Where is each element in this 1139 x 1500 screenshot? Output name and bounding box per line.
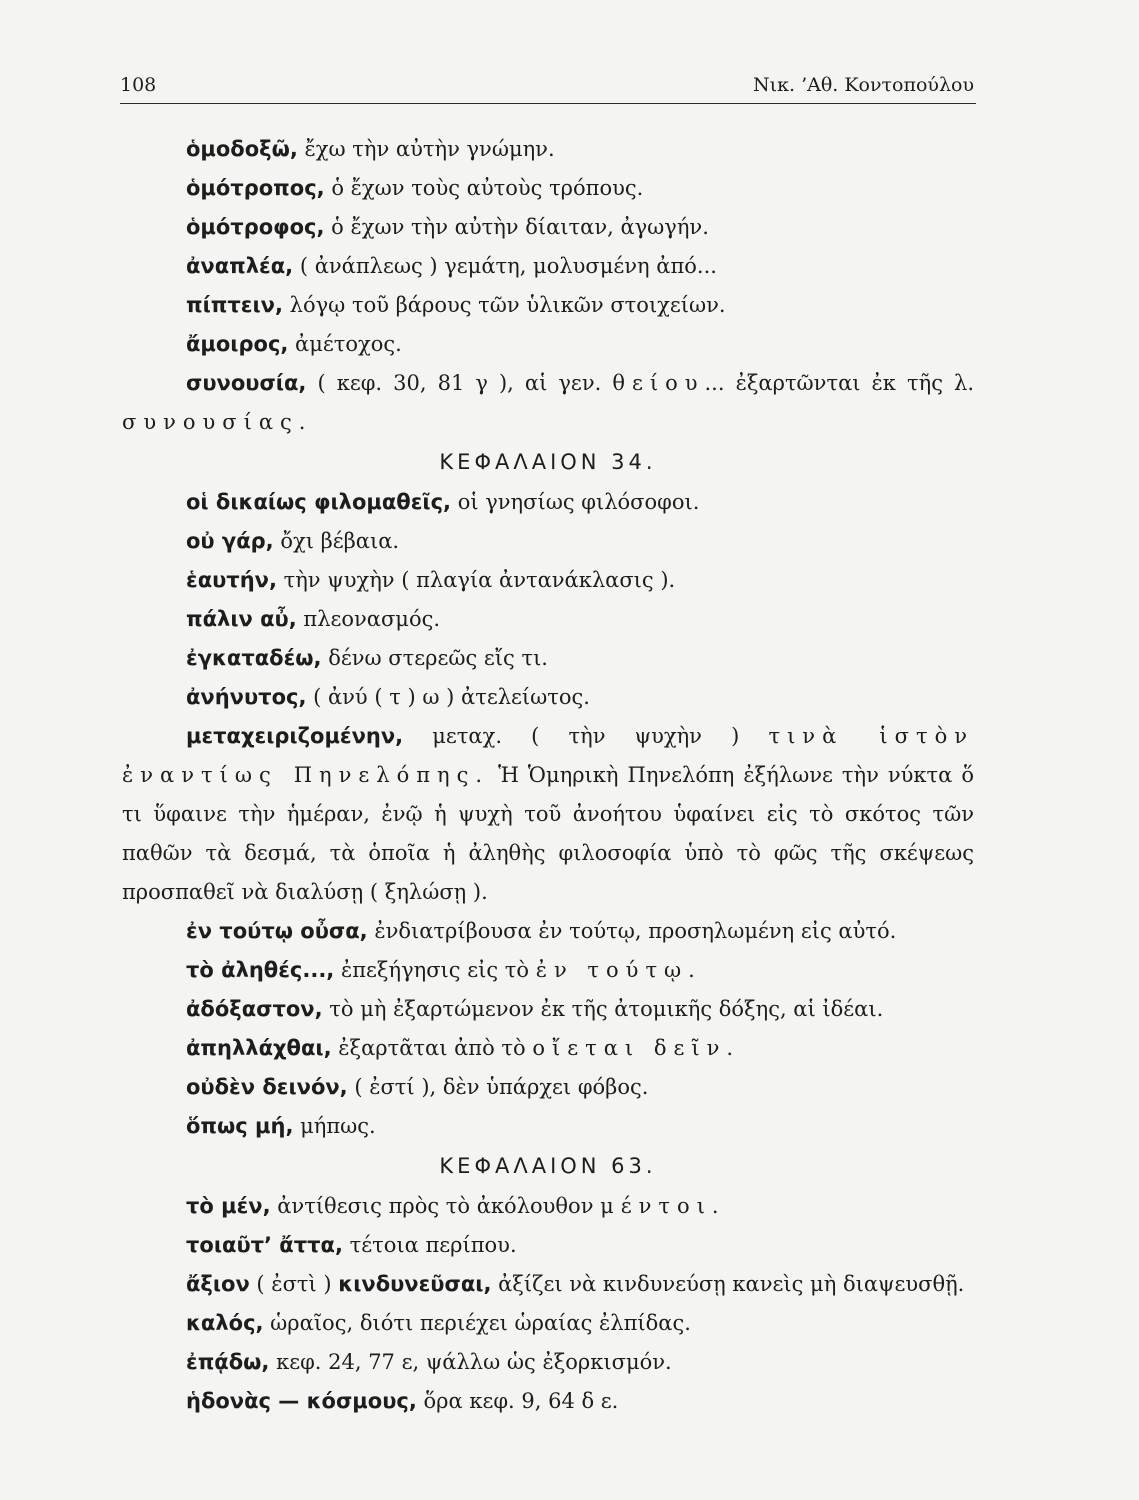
glossary-section-1 [122, 130, 974, 442]
glossary-entry [122, 1265, 974, 1304]
glossary-entry [122, 1068, 974, 1107]
page-number: 108 [120, 74, 157, 96]
glossary-entry [122, 600, 974, 639]
glossary-entry-metax [122, 717, 974, 912]
glossary-entry [122, 130, 974, 169]
entry-term: ἄμοιρος, [186, 332, 289, 356]
glossary-entry [122, 990, 974, 1029]
entry-gloss: οἱ γνησίως φιλόσοφοι. [451, 490, 700, 514]
spaced-word: θείου [612, 371, 705, 395]
entry-gloss: ὄχι βέβαια. [273, 529, 400, 553]
entry-gloss: τὴν ψυχὴν ( πλαγία ἀντανάκλασις ). [276, 568, 676, 592]
entry-term: οὐ γάρ, [186, 529, 274, 553]
entry-term: οἱ δικαίως φιλομαθεῖς, [186, 490, 452, 514]
chapter-heading-63: ΚΕΦΑΛΑΙΟΝ 63. [439, 1154, 657, 1178]
glossary-entry [122, 208, 974, 247]
spaced-word: οἴεται δεῖν. [532, 1036, 741, 1060]
glossary-entry [122, 639, 974, 678]
entry-gloss: τέτοια περίπου. [342, 1233, 517, 1257]
glossary-body [122, 130, 974, 1421]
entry-gloss: ὅρα κεφ. 9, 64 δ ε. [416, 1389, 619, 1413]
entry-gloss: πλεονασμός. [296, 607, 441, 631]
entry-term: τοιαῦτ’ ἄττα, [186, 1233, 343, 1257]
entry-term: ἐπᾴδω, [186, 1350, 270, 1374]
glossary-entry [122, 325, 974, 364]
glossary-entry [122, 561, 974, 600]
spaced-word: μέντοι. [600, 1194, 726, 1218]
entry-term: καλός, [186, 1311, 264, 1335]
entry-gloss: ἐξαρτᾶται ἀπὸ τὸ [331, 1036, 533, 1060]
glossary-entry [122, 678, 974, 717]
glossary-entry [122, 1343, 974, 1382]
glossary-section-2 [122, 483, 974, 1146]
glossary-entry [122, 169, 974, 208]
glossary-entry [122, 1304, 974, 1343]
entry-gloss: λόγῳ τοῦ βάρους τῶν ὑλικῶν στοιχείων. [282, 293, 726, 317]
entry-term: πίπτειν, [186, 293, 283, 317]
running-head: Νικ. ’Αθ. Κοντοπούλου [753, 74, 974, 96]
chapter-heading-34: ΚΕΦΑΛΑΙΟΝ 34. [439, 450, 657, 474]
entry-term: τὸ ἀληθές..., [186, 958, 335, 982]
entry-term: μεταχειριζομένην, [186, 724, 404, 748]
glossary-entry [122, 951, 974, 990]
entry-gloss: μεταχ. ( τὴν ψυχὴν ) [403, 724, 769, 748]
entry-term: πάλιν αὖ, [186, 607, 297, 631]
glossary-entry [122, 286, 974, 325]
entry-gloss: ἀντίθεσις πρὸς τὸ ἀκόλουθον [270, 1194, 601, 1218]
glossary-entry [122, 1382, 974, 1421]
entry-gloss: ( ἐστὶ ) [249, 1272, 339, 1296]
entry-gloss: κεφ. 24, 77 ε, ψάλλω ὡς ἐξορκισμόν. [269, 1350, 672, 1374]
entry-gloss: ἀμέτοχος. [288, 332, 402, 356]
entry-gloss: ( ἐστί ), δὲν ὑπάρχει φόβος. [347, 1075, 649, 1099]
entry-term: ὅπως μή, [186, 1114, 294, 1138]
entry-term: ἐγκαταδέω, [186, 646, 322, 670]
entry-gloss: δένω στερεῶς εἴς τι. [321, 646, 548, 670]
glossary-entry [122, 1029, 974, 1068]
glossary-entry [122, 247, 974, 286]
entry-term: ἐν τούτῳ οὖσα, [186, 919, 368, 943]
glossary-entry [122, 522, 974, 561]
entry-gloss: ( κεφ. 30, 81 γ ), αἱ γεν. [306, 371, 613, 395]
glossary-section-3 [122, 1187, 974, 1421]
entry-term: ἀδόξαστον, [186, 997, 323, 1021]
entry-term: ἀναπλέα, [186, 254, 294, 278]
entry-term: τὸ μέν, [186, 1194, 271, 1218]
entry-term: οὐδὲν δεινόν, [186, 1075, 348, 1099]
header-rule [120, 103, 976, 104]
entry-gloss: ὁ ἔχων τοὺς αὐτοὺς τρόπους. [324, 176, 644, 200]
entry-term: ἄξιον [186, 1272, 250, 1296]
entry-term: ὁμοδοξῶ, [186, 137, 298, 161]
entry-term: ὁμότροπος, [186, 176, 325, 200]
page-header [120, 74, 976, 104]
entry-gloss: Ἡ Ὁμηρικὴ Πηνελόπη ἐξήλωνε τὴν νύκτα ὅ τι ὕφαινε τὴν ἡμέραν, ἐνῷ ἡ ψυχὴ τοῦ ἀνοήτου ὑφαίνει εἰς τὸ σκότος τῶν παθῶν τὰ δεσμά, τὰ ὁποῖα ἡ ἀληθὴς φιλοσοφία ὑπὸ τὸ φῶς τῆς σκέψεως προσπαθεῖ νὰ διαλύσῃ ( ξηλώσῃ ). [122, 763, 975, 904]
entry-gloss: ὁ ἔχων τὴν αὐτὴν δίαιταν, ἀγωγήν. [324, 215, 709, 239]
entry-term: ἀνήνυτος, [186, 685, 307, 709]
entry-term: συνουσία, [186, 371, 307, 395]
entry-gloss: ἔχω τὴν αὐτὴν γνώμην. [297, 137, 555, 161]
entry-gloss: ... ἐξαρτῶνται ἐκ τῆς λ. [704, 371, 974, 395]
entry-gloss: ( ἀνάπλεως ) γεμάτη, μολυσμένη ἀπό... [293, 254, 717, 278]
spaced-word: τινὰ ἱστὸν ἐναντίως Πηνελόπης. [122, 724, 975, 787]
entry-gloss: ἐπεξήγησις εἰς τὸ [334, 958, 536, 982]
entry-term: ὁμότροφος, [186, 215, 325, 239]
glossary-entry [122, 1187, 974, 1226]
glossary-entry-synousia [122, 364, 974, 442]
entry-term: ἀπηλλάχθαι, [186, 1036, 332, 1060]
glossary-entry [122, 1226, 974, 1265]
entry-term: ἑαυτήν, [186, 568, 277, 592]
glossary-entry [122, 483, 974, 522]
entry-gloss: ὡραῖος, διότι περιέχει ὡραίας ἐλπίδας. [263, 1311, 691, 1335]
entry-gloss: μήπως. [293, 1114, 376, 1138]
spaced-word: συνουσίας. [122, 410, 313, 434]
entry-term: ἡδονὰς — κόσμους, [186, 1389, 417, 1413]
entry-gloss: ἐνδιατρίβουσα ἐν τούτῳ, προσηλωμένη εἰς αὐτό. [367, 919, 897, 943]
entry-gloss: τὸ μὴ ἐξαρτώμενον ἐκ τῆς ἀτομικῆς δόξης, αἱ ἰδέαι. [322, 997, 884, 1021]
spaced-word: ἐν τούτῳ. [535, 958, 702, 982]
glossary-entry [122, 1107, 974, 1146]
glossary-entry [122, 912, 974, 951]
entry-gloss: ( ἀνύ ( τ ) ω ) ἀτελείωτος. [306, 685, 590, 709]
entry-term-2: κινδυνεῦσαι, [338, 1272, 492, 1296]
entry-gloss: ἀξίζει νὰ κινδυνεύσῃ κανεὶς μὴ διαψευσθῇ. [491, 1272, 965, 1296]
